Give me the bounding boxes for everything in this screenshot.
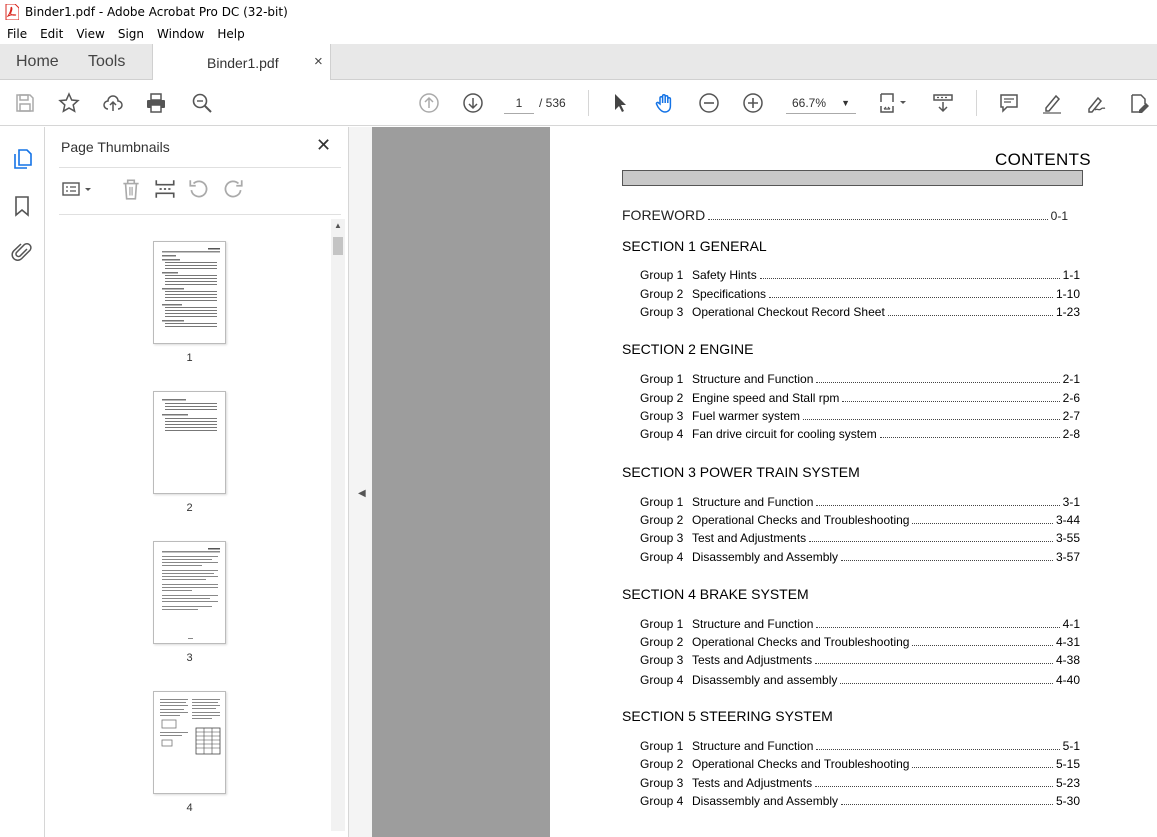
tab-tools[interactable]: Tools bbox=[88, 53, 126, 70]
toc-leader bbox=[888, 315, 1053, 316]
menu-bar bbox=[0, 24, 1157, 44]
toc-leader bbox=[912, 523, 1052, 524]
toc-group: Group 2 bbox=[640, 391, 684, 405]
sign-icon[interactable] bbox=[1084, 91, 1108, 115]
toc-group: Group 4 bbox=[640, 673, 684, 687]
page-down-icon[interactable] bbox=[461, 91, 485, 115]
divider bbox=[59, 214, 341, 215]
toc-group: Group 1 bbox=[640, 372, 684, 386]
toc-leader bbox=[912, 767, 1052, 768]
toc-page: 5-23 bbox=[1055, 776, 1080, 790]
search-zoom-icon[interactable] bbox=[190, 91, 214, 115]
zoom-level-value: 66.7% bbox=[792, 96, 827, 110]
thumbnail-preview bbox=[154, 242, 227, 345]
toc-title: Operational Checkout Record Sheet bbox=[692, 305, 885, 319]
panel-collapse-handle[interactable] bbox=[349, 127, 372, 837]
toc-group: Group 3 bbox=[640, 653, 684, 667]
page-total: / 536 bbox=[539, 96, 566, 110]
title-bar bbox=[0, 0, 1157, 24]
toc-page: 1-10 bbox=[1055, 287, 1080, 301]
scroll-up-icon[interactable]: ▲ bbox=[334, 221, 342, 230]
page-thumbnail-1[interactable] bbox=[153, 241, 226, 344]
toc-page: 3-44 bbox=[1055, 513, 1080, 527]
toc-page: 4-40 bbox=[1055, 673, 1080, 687]
toc-section-heading[interactable]: SECTION 1 GENERAL bbox=[622, 238, 767, 254]
rotate-right-icon[interactable] bbox=[221, 178, 245, 200]
toc-entry[interactable] bbox=[640, 409, 1080, 423]
toc-page: 2-8 bbox=[1062, 427, 1080, 441]
toc-group: Group 3 bbox=[640, 776, 684, 790]
toc-title: Disassembly and Assembly bbox=[692, 550, 839, 564]
toc-title: Disassembly and assembly bbox=[692, 673, 838, 687]
contents-heading-bar bbox=[622, 170, 1083, 186]
chevron-down-icon: ▼ bbox=[841, 98, 850, 108]
toc-title: Structure and Function bbox=[692, 617, 814, 631]
menu-sign[interactable]: Sign bbox=[117, 27, 145, 41]
toc-entry[interactable] bbox=[640, 794, 1080, 808]
save-icon[interactable] bbox=[13, 91, 37, 115]
window-title: Binder1.pdf - Adobe Acrobat Pro DC (32-bit) bbox=[25, 5, 288, 19]
toc-title: Test and Adjustments bbox=[692, 531, 807, 545]
tab-document-label: Binder1.pdf bbox=[207, 55, 279, 71]
toc-group: Group 3 bbox=[640, 409, 684, 423]
rotate-left-icon[interactable] bbox=[187, 178, 211, 200]
page-thumbnail-number: 1 bbox=[186, 352, 193, 364]
toc-title: Tests and Adjustments bbox=[692, 776, 813, 790]
page-thumbnails-panel bbox=[45, 127, 349, 837]
bookmarks-icon[interactable] bbox=[11, 195, 33, 217]
toc-page: 4-31 bbox=[1055, 635, 1080, 649]
toc-leader bbox=[842, 401, 1059, 402]
contents-heading: CONTENTS bbox=[995, 150, 1091, 169]
toc-group: Group 4 bbox=[640, 550, 684, 564]
toc-leader bbox=[708, 219, 1047, 220]
toolbar-divider bbox=[976, 90, 977, 116]
page-thumbnail-2[interactable] bbox=[153, 391, 226, 494]
toc-entry[interactable] bbox=[640, 391, 1080, 405]
toc-entry[interactable] bbox=[640, 617, 1080, 631]
toc-page: 5-30 bbox=[1055, 794, 1080, 808]
toc-entry[interactable] bbox=[640, 673, 1080, 687]
upload-icon[interactable] bbox=[101, 91, 125, 115]
toc-group: Group 2 bbox=[640, 757, 684, 771]
toc-leader bbox=[816, 749, 1059, 750]
toc-leader bbox=[815, 786, 1053, 787]
toc-leader bbox=[880, 437, 1060, 438]
pdf-page bbox=[550, 127, 1157, 837]
toc-page: 3-1 bbox=[1062, 495, 1080, 509]
toc-page: 1-1 bbox=[1062, 268, 1080, 282]
scrollbar-thumb[interactable] bbox=[333, 237, 343, 255]
toc-foreword[interactable] bbox=[622, 207, 1068, 223]
toc-group: Group 3 bbox=[640, 531, 684, 545]
toc-page: 0-1 bbox=[1050, 209, 1068, 223]
toc-page: 5-15 bbox=[1055, 757, 1080, 771]
toc-leader bbox=[840, 683, 1053, 684]
page-thumbnail-number: 4 bbox=[186, 802, 193, 814]
tab-document[interactable] bbox=[152, 44, 331, 81]
zoom-out-icon[interactable] bbox=[697, 91, 721, 115]
toc-group: Group 2 bbox=[640, 287, 684, 301]
tab-bar bbox=[0, 44, 1157, 80]
toc-group: Group 4 bbox=[640, 794, 684, 808]
divider bbox=[59, 167, 341, 168]
tab-home[interactable]: Home bbox=[16, 53, 59, 70]
close-panel-icon[interactable]: ✕ bbox=[316, 135, 332, 155]
insert-page-icon[interactable] bbox=[153, 178, 177, 200]
thumbnail-options-icon[interactable] bbox=[59, 178, 95, 200]
page-thumbnail-number: 3 bbox=[186, 652, 193, 664]
select-cursor-icon[interactable] bbox=[608, 91, 632, 115]
toc-page: 5-1 bbox=[1062, 739, 1080, 753]
toc-entry[interactable] bbox=[640, 495, 1080, 509]
toc-title: Operational Checks and Troubleshooting bbox=[692, 635, 910, 649]
navigation-rail bbox=[0, 127, 45, 837]
toc-title: Disassembly and Assembly bbox=[692, 794, 839, 808]
toc-entry[interactable] bbox=[640, 287, 1080, 301]
toc-entry[interactable] bbox=[640, 550, 1080, 564]
attachments-icon[interactable] bbox=[11, 241, 33, 263]
menu-edit[interactable]: Edit bbox=[40, 27, 64, 41]
toc-leader bbox=[769, 297, 1053, 298]
toc-leader bbox=[912, 645, 1052, 646]
toc-group: Group 4 bbox=[640, 427, 684, 441]
toc-leader bbox=[816, 627, 1059, 628]
toc-entry[interactable] bbox=[640, 757, 1080, 771]
toc-title: Tests and Adjustments bbox=[692, 653, 813, 667]
toc-title: Safety Hints bbox=[692, 268, 757, 282]
toc-foreword-label: FOREWORD bbox=[622, 207, 706, 223]
toc-entry[interactable] bbox=[640, 513, 1080, 527]
acrobat-pdf-icon bbox=[5, 4, 19, 20]
toc-page: 2-6 bbox=[1062, 391, 1080, 405]
toc-title: Fuel warmer system bbox=[692, 409, 801, 423]
toc-leader bbox=[816, 505, 1059, 506]
toc-leader bbox=[816, 382, 1059, 383]
toc-entry[interactable] bbox=[640, 531, 1080, 545]
toc-page: 4-1 bbox=[1062, 617, 1080, 631]
comment-icon[interactable] bbox=[997, 91, 1021, 115]
toc-leader bbox=[841, 560, 1053, 561]
toc-page: 2-1 bbox=[1062, 372, 1080, 386]
fill-sign-icon[interactable] bbox=[1127, 91, 1151, 115]
toc-section-heading[interactable]: SECTION 3 POWER TRAIN SYSTEM bbox=[622, 464, 860, 480]
close-tab-icon[interactable]: × bbox=[314, 53, 323, 70]
main-toolbar bbox=[0, 80, 1157, 126]
thumbnail-scrollbar[interactable] bbox=[331, 219, 345, 831]
print-icon[interactable] bbox=[144, 91, 168, 115]
toc-group: Group 1 bbox=[640, 495, 684, 509]
page-thumbnails-icon[interactable] bbox=[11, 148, 33, 170]
toc-group: Group 1 bbox=[640, 739, 684, 753]
toc-page: 1-23 bbox=[1055, 305, 1080, 319]
toc-section-heading[interactable]: SECTION 5 STEERING SYSTEM bbox=[622, 708, 833, 724]
toc-entry[interactable] bbox=[640, 776, 1080, 790]
toc-group: Group 2 bbox=[640, 635, 684, 649]
toc-section-heading[interactable]: SECTION 4 BRAKE SYSTEM bbox=[622, 586, 809, 602]
page-number-input[interactable]: 1 bbox=[504, 92, 534, 114]
thumbnail-preview bbox=[154, 542, 227, 645]
highlight-pen-icon[interactable] bbox=[1040, 91, 1064, 115]
toc-page: 4-38 bbox=[1055, 653, 1080, 667]
delete-page-icon[interactable] bbox=[119, 178, 143, 200]
toc-page: 3-55 bbox=[1055, 531, 1080, 545]
toc-leader bbox=[809, 541, 1053, 542]
toc-title: Structure and Function bbox=[692, 372, 814, 386]
toc-title: Structure and Function bbox=[692, 739, 814, 753]
toc-leader bbox=[760, 278, 1060, 279]
page-thumbnail-4[interactable] bbox=[153, 691, 226, 794]
page-up-icon[interactable] bbox=[417, 91, 441, 115]
toc-group: Group 2 bbox=[640, 513, 684, 527]
page-thumbnail-3[interactable] bbox=[153, 541, 226, 644]
fit-page-icon[interactable] bbox=[876, 91, 910, 115]
toc-title: Specifications bbox=[692, 287, 767, 301]
zoom-in-icon[interactable] bbox=[741, 91, 765, 115]
toc-entry[interactable] bbox=[640, 739, 1080, 753]
menu-file[interactable]: File bbox=[7, 27, 28, 41]
page-thumbnail-number: 2 bbox=[186, 502, 193, 514]
zoom-level-select[interactable] bbox=[786, 92, 856, 114]
thumbnail-preview bbox=[154, 392, 227, 495]
menu-window[interactable]: Window bbox=[157, 27, 205, 41]
toc-leader bbox=[841, 804, 1053, 805]
menu-help[interactable]: Help bbox=[217, 27, 245, 41]
toc-title: Fan drive circuit for cooling system bbox=[692, 427, 877, 441]
hand-icon[interactable] bbox=[653, 91, 677, 115]
document-view[interactable] bbox=[372, 127, 1157, 837]
toolbar-divider bbox=[588, 90, 589, 116]
bookmark-star-icon[interactable] bbox=[57, 91, 81, 115]
toc-group: Group 3 bbox=[640, 305, 684, 319]
panel-title: Page Thumbnails bbox=[61, 139, 170, 155]
toc-entry[interactable] bbox=[640, 635, 1080, 649]
thumbnail-preview bbox=[154, 692, 227, 795]
toc-group: Group 1 bbox=[640, 617, 684, 631]
toc-entry[interactable] bbox=[640, 653, 1080, 667]
toc-title: Operational Checks and Troubleshooting bbox=[692, 757, 910, 771]
toc-entry[interactable] bbox=[640, 305, 1080, 319]
toc-title: Engine speed and Stall rpm bbox=[692, 391, 840, 405]
menu-view[interactable]: View bbox=[76, 27, 105, 41]
toc-group: Group 1 bbox=[640, 268, 684, 282]
toc-entry[interactable] bbox=[640, 372, 1080, 386]
toc-section-heading[interactable]: SECTION 2 ENGINE bbox=[622, 341, 754, 357]
collapse-arrow-icon: ◀ bbox=[358, 488, 366, 499]
toc-title: Operational Checks and Troubleshooting bbox=[692, 513, 910, 527]
toc-page: 2-7 bbox=[1062, 409, 1080, 423]
toc-entry[interactable] bbox=[640, 268, 1080, 282]
toc-entry[interactable] bbox=[640, 427, 1080, 441]
toc-title: Structure and Function bbox=[692, 495, 814, 509]
toc-leader bbox=[815, 663, 1053, 664]
toc-leader bbox=[803, 419, 1060, 420]
scroll-mode-icon[interactable] bbox=[931, 91, 955, 115]
toc-page: 3-57 bbox=[1055, 550, 1080, 564]
